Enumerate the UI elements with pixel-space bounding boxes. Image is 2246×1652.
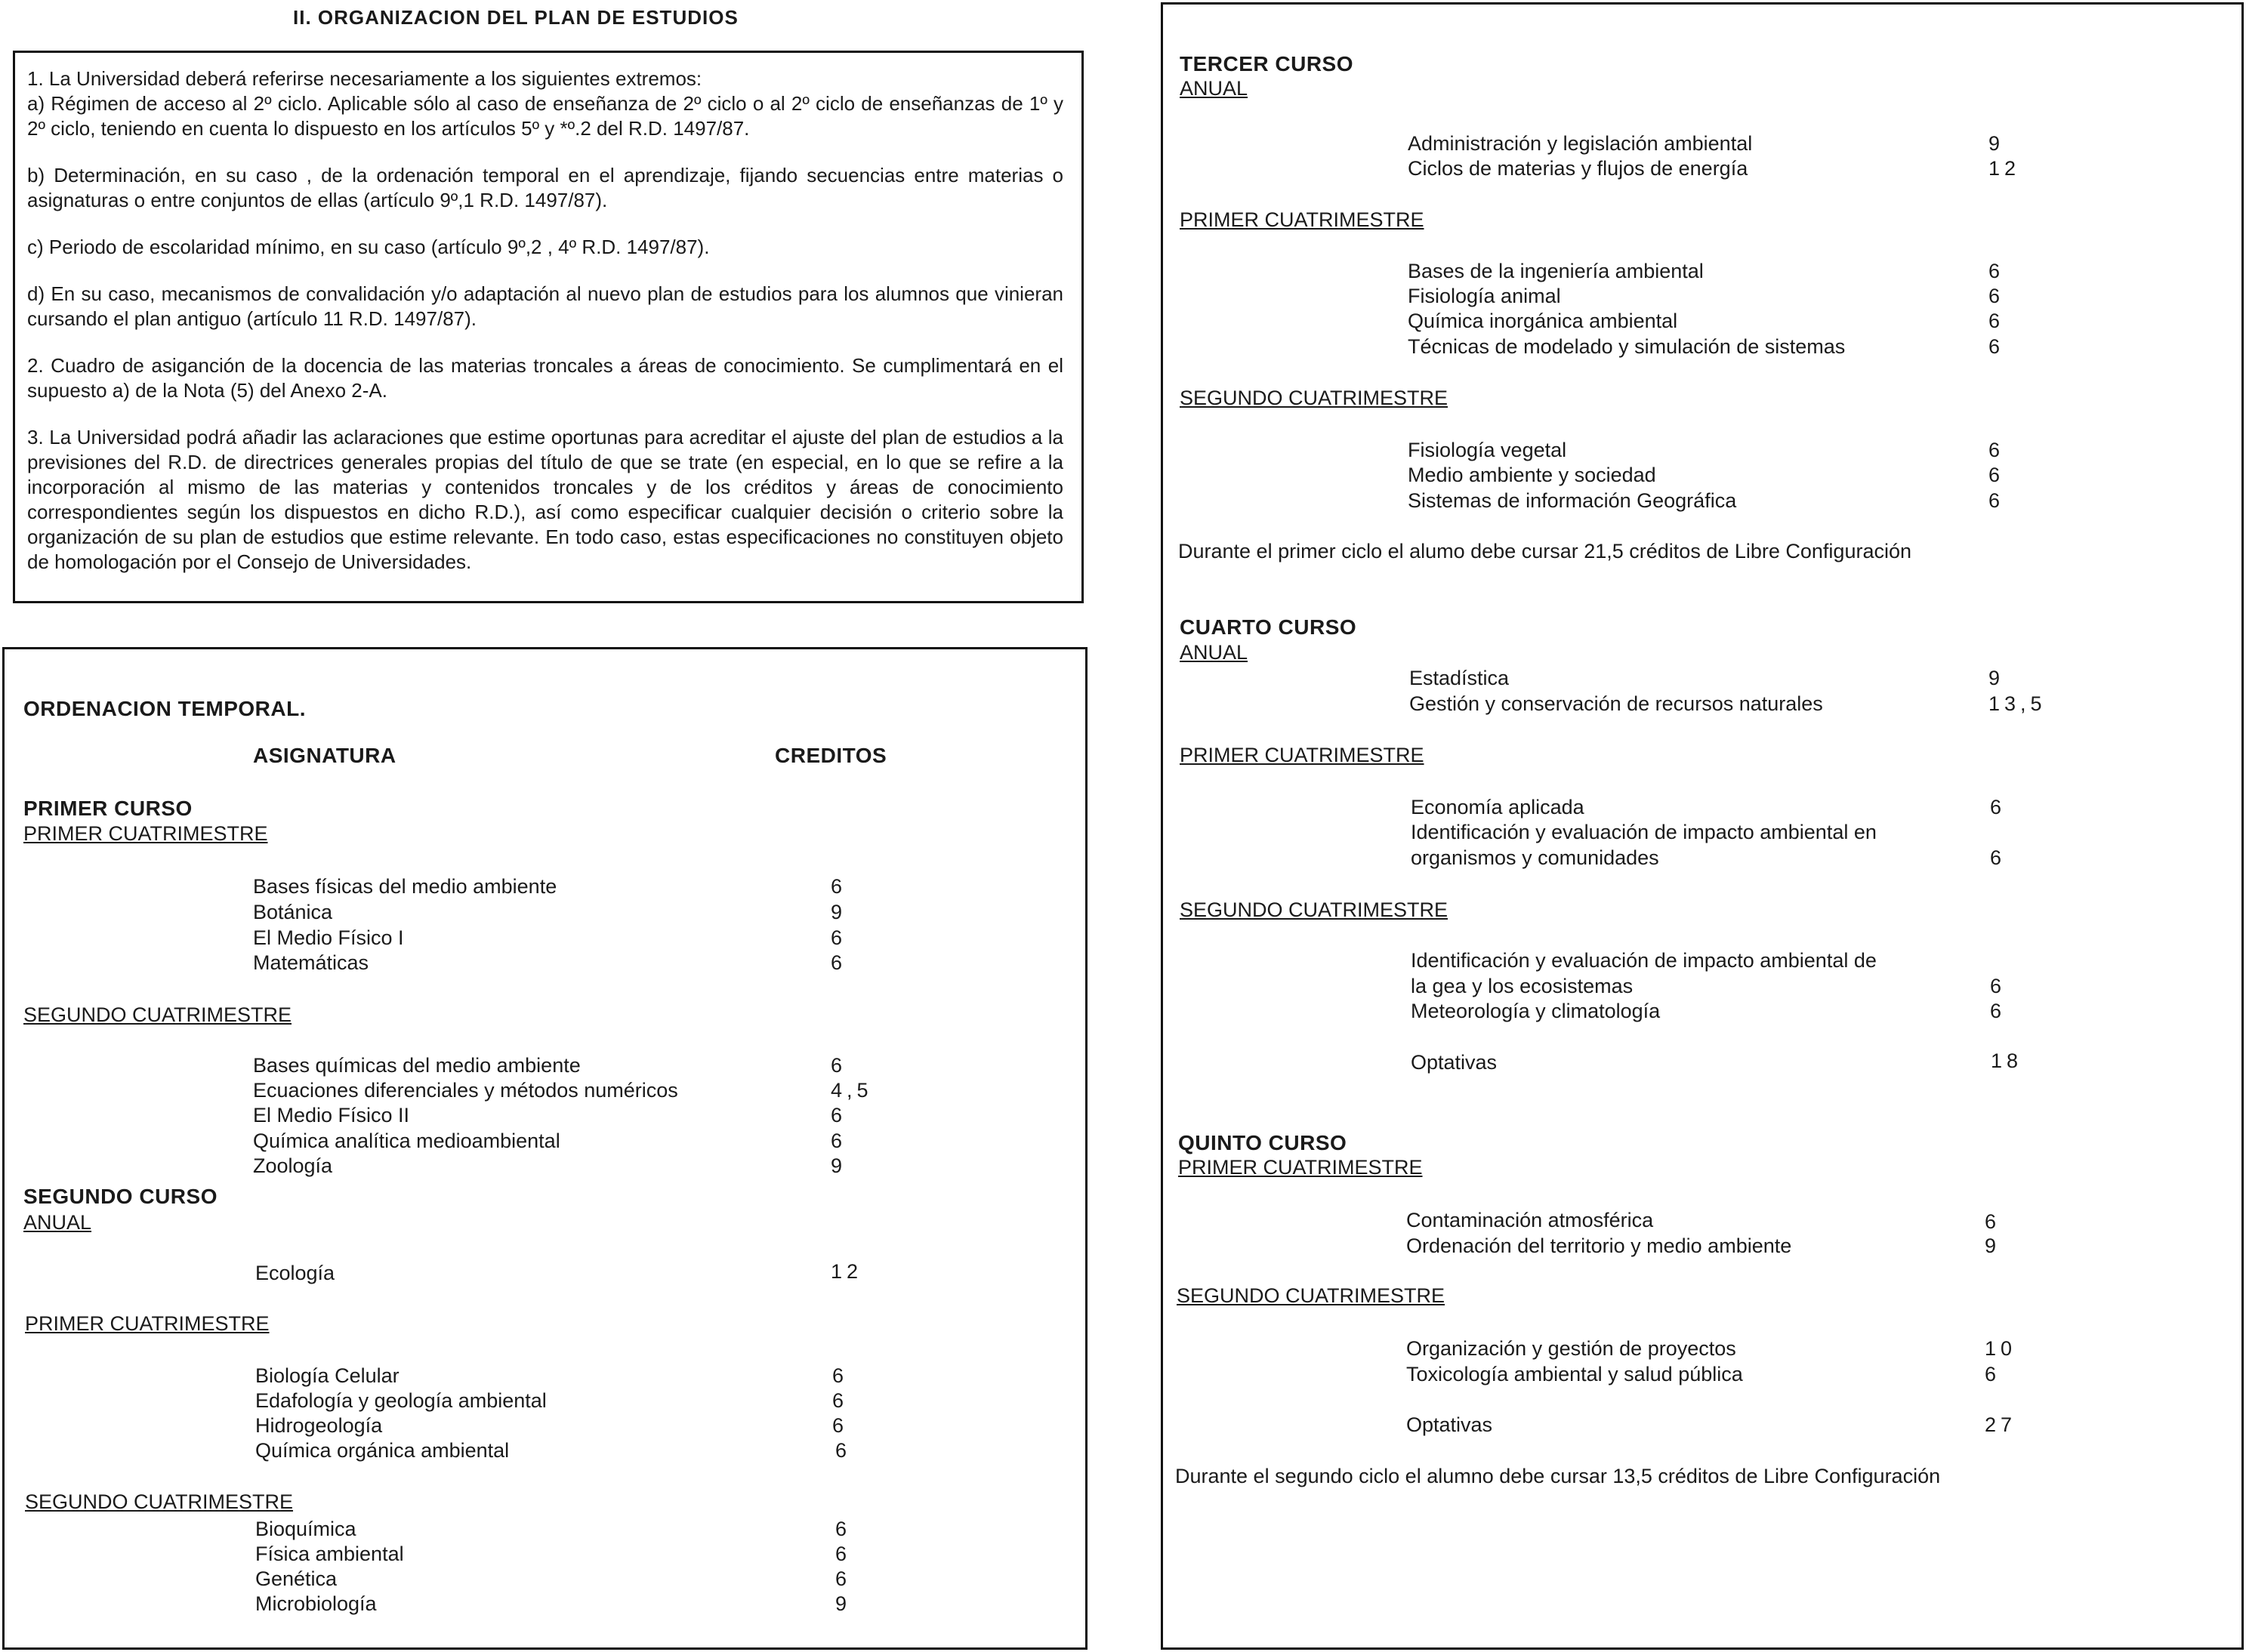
subject-name: Gestión y conservación de recursos naturales [1409, 692, 1823, 715]
subject-name: Ordenación del territorio y medio ambiente [1406, 1234, 1792, 1257]
subject-name: Identificación y evaluación de impacto ambiental de [1411, 949, 1877, 972]
term-heading: ANUAL [1180, 77, 1248, 100]
subject-name: Bioquímica [255, 1518, 356, 1540]
subject-name-continued: la gea y los ecosistemas [1411, 975, 1634, 997]
subject-credits: 6 [1988, 260, 2001, 282]
subject-credits: 6 [831, 875, 843, 898]
section-title: II. ORGANIZACION DEL PLAN DE ESTUDIOS [293, 6, 739, 29]
subject-name: Ecuaciones diferenciales y métodos numéricos [253, 1079, 678, 1102]
subject-name: Fisiología vegetal [1408, 439, 1567, 461]
subject-name: Biología Celular [255, 1364, 400, 1387]
subject-name: Economía aplicada [1411, 796, 1584, 818]
subject-name: El Medio Físico I [253, 926, 404, 949]
term-heading: SEGUNDO CUATRIMESTRE [1180, 387, 1448, 409]
paragraph-d: d) En su caso, mecanismos de convalidación y/o adaptación al nuevo plan de estudios para los alumnos que vinieran cursando el plan antiguo (artículo 11 R.D. 1497/87). [27, 282, 1063, 330]
subject-name-continued: organismos y comunidades [1411, 846, 1659, 869]
curso-heading: QUINTO CURSO [1178, 1131, 1347, 1154]
column-header-subject: ASIGNATURA [253, 744, 396, 767]
curso-heading: PRIMER CURSO [23, 797, 193, 820]
subject-credits: 6 [1988, 439, 2001, 461]
curso-heading: TERCER CURSO [1180, 52, 1354, 76]
subject-credits: 6 [1990, 1000, 2002, 1022]
subject-credits: 9 [1985, 1234, 1997, 1257]
subject-name: Contaminación atmosférica [1406, 1209, 1654, 1231]
subject-name: Bases físicas del medio ambiente [253, 875, 557, 898]
curso-heading: SEGUNDO CURSO [23, 1185, 218, 1208]
subject-credits: 6 [1985, 1363, 1997, 1385]
subject-credits: 6 [1988, 464, 2001, 486]
subject-name: Hidrogeología [255, 1414, 383, 1437]
paragraph-c: c) Periodo de escolaridad mínimo, en su caso (artículo 9º,2 , 4º R.D. 1497/87). [27, 236, 710, 258]
subject-name: Edafología y geología ambiental [255, 1389, 547, 1412]
term-heading: PRIMER CUATRIMESTRE [1178, 1156, 1423, 1179]
ordenacion-title: ORDENACION TEMPORAL. [23, 697, 306, 720]
subject-name: Química orgánica ambiental [255, 1439, 510, 1462]
term-heading: PRIMER CUATRIMESTRE [25, 1312, 270, 1335]
subject-name: Meteorología y climatología [1411, 1000, 1661, 1022]
subject-name: Botánica [253, 901, 333, 923]
subject-credits: 9 [831, 901, 843, 923]
subject-name: Técnicas de modelado y simulación de sistemas [1408, 335, 1846, 358]
subject-name: Ecología [255, 1262, 335, 1284]
subject-credits: 6 [832, 1389, 844, 1412]
subject-credits: 6 [1990, 796, 2002, 818]
subject-credits: 6 [1988, 285, 2001, 307]
term-heading: ANUAL [1180, 641, 1248, 664]
subject-credits: 6 [831, 926, 843, 949]
paragraph-2: 2. Cuadro de asiganción de la docencia de las materias troncales a áreas de conocimiento. Se cumplimentará en el supuesto a) de la Nota (5) del Anexo 2-A. [27, 354, 1063, 402]
subject-name: Optativas [1411, 1051, 1498, 1074]
term-heading: PRIMER CUATRIMESTRE [1180, 744, 1424, 766]
subject-name: Estadística [1409, 667, 1510, 689]
term-heading: SEGUNDO CUATRIMESTRE [1180, 898, 1448, 921]
subject-credits: 6 [831, 951, 843, 974]
subject-credits: 6 [835, 1567, 847, 1590]
subject-credits: 6 [1990, 846, 2002, 869]
subject-name: Zoología [253, 1154, 333, 1177]
subject-name: Administración y legislación ambiental [1408, 132, 1753, 155]
libre-configuracion-note: Durante el segundo ciclo el alumno debe cursar 13,5 créditos de Libre Configuración [1175, 1465, 1941, 1487]
subject-credits: 9 [835, 1592, 847, 1615]
curso-heading: CUARTO CURSO [1180, 615, 1357, 639]
term-heading: SEGUNDO CUATRIMESTRE [23, 1003, 292, 1026]
subject-credits: 6 [1988, 310, 2001, 332]
subject-credits: 6 [832, 1364, 844, 1387]
subject-name: Medio ambiente y sociedad [1408, 464, 1656, 486]
libre-configuracion-note: Durante el primer ciclo el alumo debe cursar 21,5 créditos de Libre Configuración [1178, 540, 1911, 562]
subject-credits: 13,5 [1988, 692, 2047, 715]
term-heading: PRIMER CUATRIMESTRE [1180, 208, 1424, 231]
subject-name: Optativas [1406, 1413, 1493, 1436]
subject-name: Bases químicas del medio ambiente [253, 1054, 581, 1077]
subject-name: Microbiología [255, 1592, 377, 1615]
subject-name: Bases de la ingeniería ambiental [1408, 260, 1704, 282]
subject-name: Organización y gestión de proyectos [1406, 1337, 1736, 1360]
subject-credits: 12 [1988, 157, 2021, 180]
subject-credits: 6 [832, 1414, 844, 1437]
paragraph-b: b) Determinación, en su caso , de la ordenación temporal en el aprendizaje, fijando secuencias entre materias o asignaturas o entre conjuntos de ellas (artículo 9º,1 R.D. 1497/87). [27, 164, 1063, 211]
subject-credits: 9 [1988, 132, 2001, 155]
instructions-box [13, 51, 1084, 603]
subject-name: Química inorgánica ambiental [1408, 310, 1678, 332]
subject-credits: 9 [1988, 667, 2001, 689]
subject-credits: 6 [1985, 1210, 1997, 1233]
subject-name: El Medio Físico II [253, 1104, 410, 1127]
subject-name: Fisiología animal [1408, 285, 1561, 307]
subject-credits: 6 [835, 1518, 847, 1540]
subject-name: Identificación y evaluación de impacto ambiental en [1411, 821, 1877, 843]
subject-name: Física ambiental [255, 1543, 404, 1565]
subject-credits: 6 [835, 1439, 847, 1462]
subject-credits: 6 [835, 1543, 847, 1565]
paragraph-3: 3. La Universidad podrá añadir las aclaraciones que estime oportunas para acreditar el ajuste del plan de estudios a la previsiones del R.D. de directrices generales propias del título de que se trate (en especial, en lo que se refire a la incorporación al mismo de las materias y contenidos troncales y de los créditos y áreas de conocimiento correspondientes según los dispuestos en dicho R.D.), así como especificar cualquier decisión o criterio sobre la organización de su plan de estudios que estime relevante. En todo caso, estas especificaciones no constituyen objeto de homologación por el Consejo de Universidades. [27, 426, 1063, 573]
paragraph-intro: 1. La Universidad deberá referirse necesariamente a los siguientes extremos: a) Régimen de acceso al 2º ciclo. Aplicable sólo al caso de enseñanza de 2º ciclo o al 2º ciclo de enseñanzas de 1º y 2º ciclo, teniendo en cuenta lo dispuesto en los artículos 5º y *º.2 del R.D. 1497/87. [27, 67, 1063, 140]
subject-name: Sistemas de información Geográfica [1408, 489, 1737, 512]
term-heading: PRIMER CUATRIMESTRE [23, 822, 268, 845]
subject-credits: 6 [1990, 975, 2002, 997]
subject-name: Toxicología ambiental y salud pública [1406, 1363, 1743, 1385]
subject-name: Genética [255, 1567, 338, 1590]
term-heading: SEGUNDO CUATRIMESTRE [1177, 1284, 1445, 1307]
subject-credits: 12 [831, 1260, 863, 1283]
term-heading: SEGUNDO CUATRIMESTRE [25, 1490, 294, 1513]
subject-credits: 10 [1985, 1337, 2017, 1360]
term-heading: ANUAL [23, 1211, 92, 1234]
subject-credits: 6 [831, 1104, 843, 1127]
subject-credits: 4,5 [831, 1079, 873, 1102]
subject-credits: 6 [831, 1130, 843, 1152]
subject-credits: 6 [1988, 335, 2001, 358]
subject-credits: 6 [1988, 489, 2001, 512]
subject-credits: 6 [831, 1054, 843, 1077]
subject-credits: 27 [1985, 1413, 2017, 1436]
subject-name: Química analítica medioambiental [253, 1130, 560, 1152]
subject-name: Matemáticas [253, 951, 369, 974]
subject-name: Ciclos de materias y flujos de energía [1408, 157, 1748, 180]
column-header-credits: CREDITOS [775, 744, 887, 767]
subject-credits: 18 [1991, 1049, 2023, 1072]
subject-credits: 9 [831, 1154, 843, 1177]
